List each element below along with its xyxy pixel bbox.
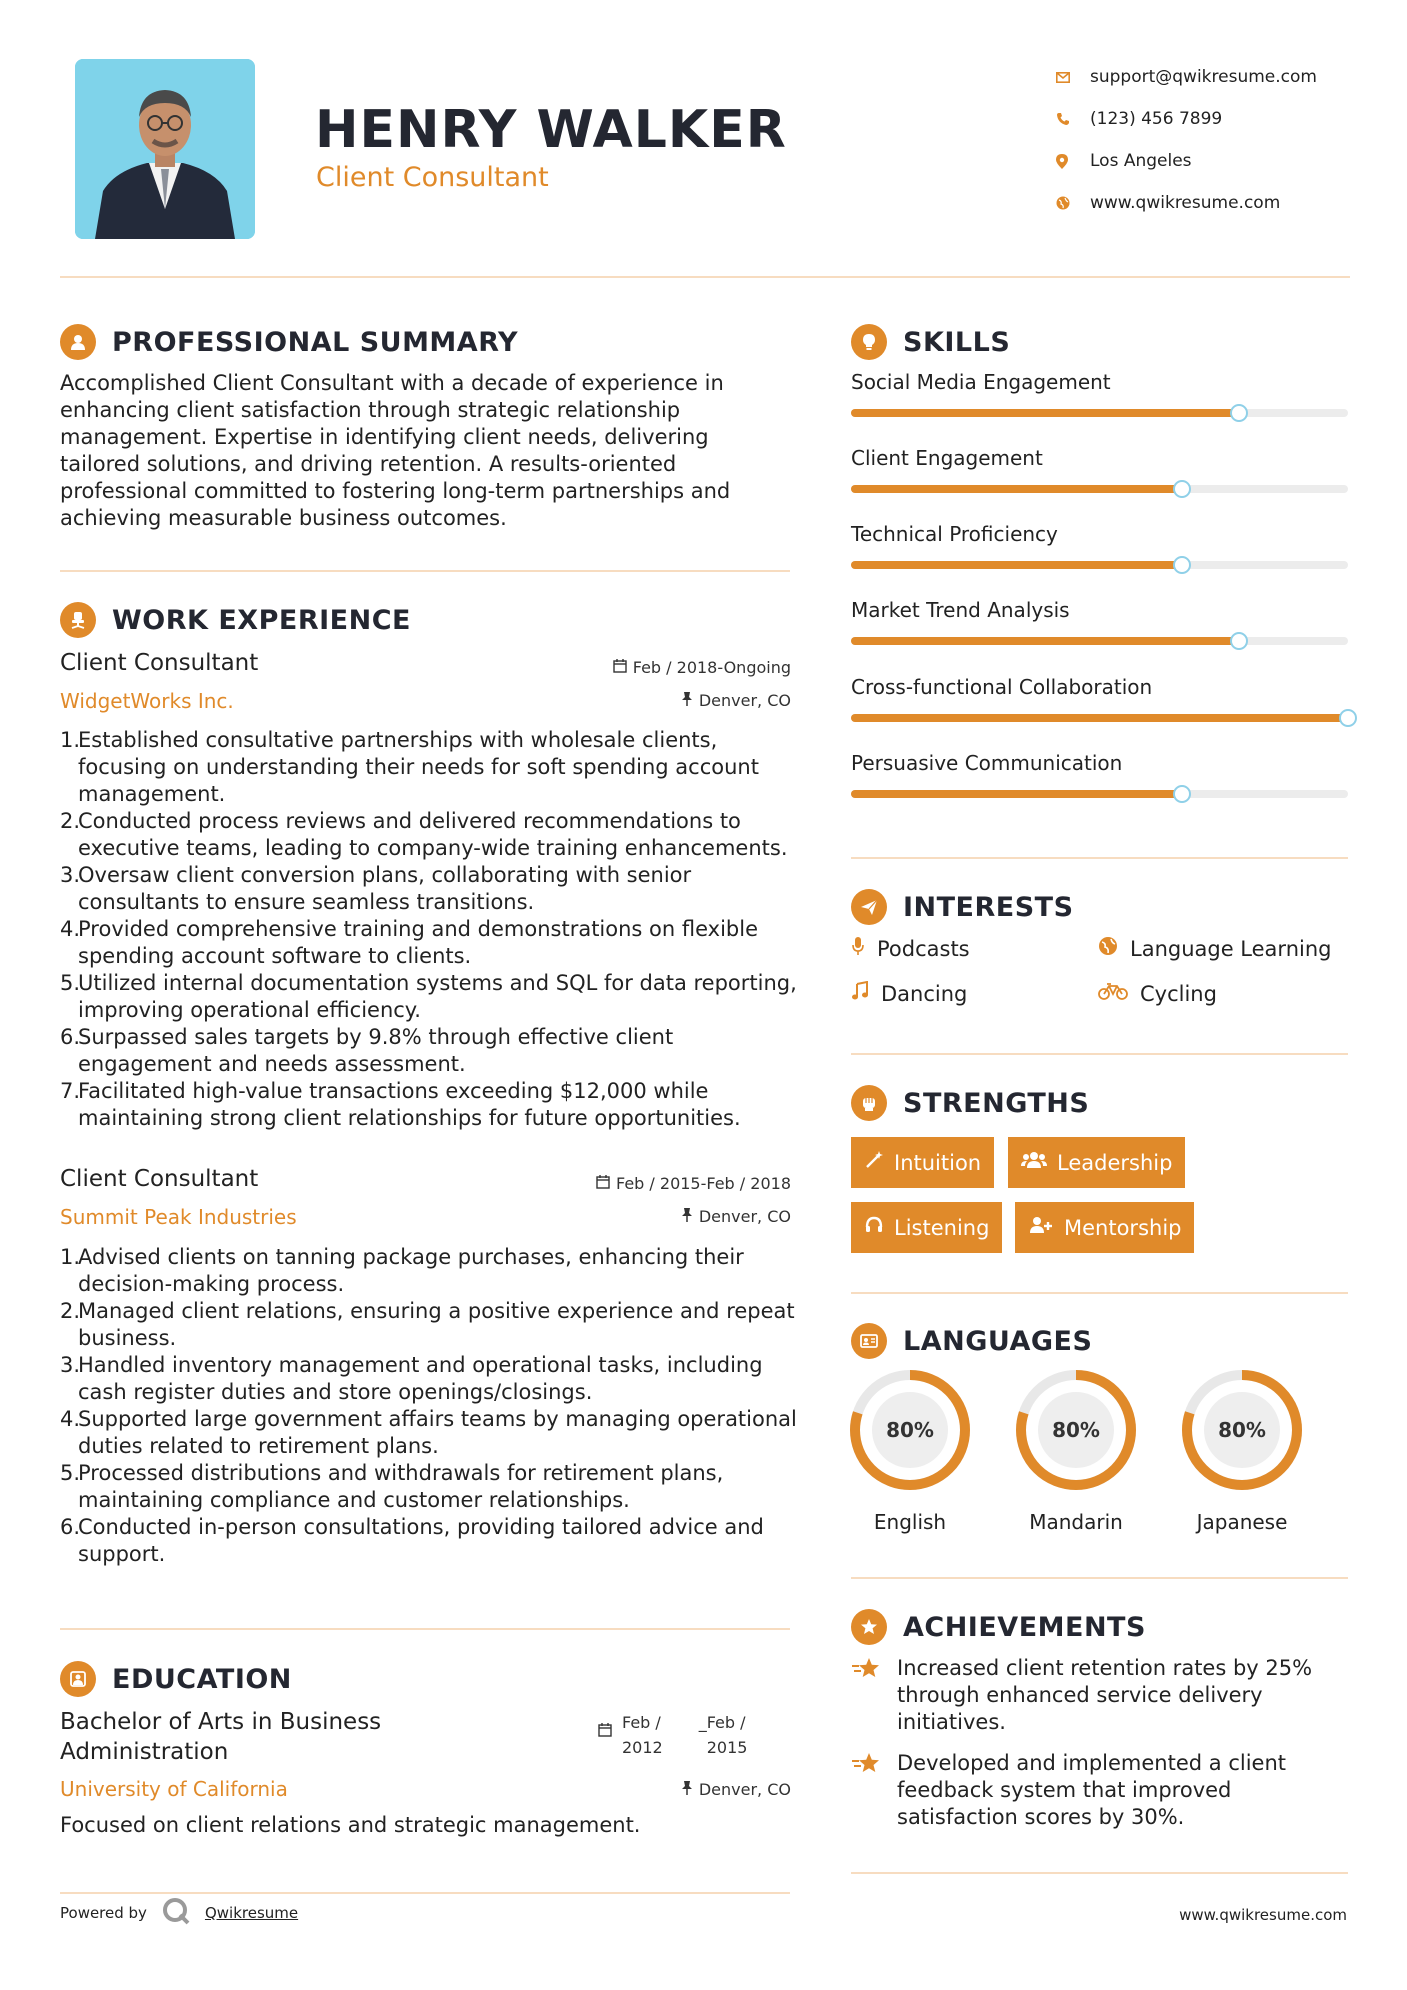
skill-name: Social Media Engagement [851,370,1111,394]
language-percent: 80% [886,1418,934,1442]
strengths-heading: STRENGTHS [851,1085,1089,1121]
skill-bar [851,790,1348,798]
section-divider [60,1892,790,1894]
phone-icon [1050,112,1090,126]
job-location: Denver, CO [681,691,791,710]
job-company: WidgetWorks Inc. [60,689,234,713]
interests-heading: INTERESTS [851,889,1074,925]
calendar-icon [613,658,627,677]
qwikresume-link[interactable]: Qwikresume [204,1904,299,1922]
list-item: 2. Conducted process reviews and delivered recommendations to executive teams, leading to company-wide training enhancements. [60,809,788,860]
star-icon [851,1750,897,1831]
list-item: 3. Oversaw client conversion plans, collaborating with senior consultants to ensure seamless transitions. [60,863,692,914]
skill-name: Persuasive Communication [851,751,1123,775]
pushpin-icon [681,1207,693,1226]
skill-bar-fill [851,637,1239,645]
education-dates: Feb / 2012 _Feb / 2015 [598,1710,747,1760]
list-item: 7. Facilitated high-value transactions exceeding $12,000 while maintaining strong client relationships for future opportunities. [60,1079,741,1130]
skill-bar-fill [851,485,1182,493]
job-date: Feb / 2018-Ongoing [613,658,791,677]
skill-bar [851,409,1348,417]
section-divider [851,1577,1348,1579]
microphone-icon [851,936,865,961]
job-location: Denver, CO [681,1207,791,1226]
skill-bar [851,714,1348,722]
summary-text: Accomplished Client Consultant with a decade of experience in enhancing client satisfaction through strategic relationship management. Expertise in identifying client needs, delivering tailored solutions, and driving retention. A results-oriented professional committed to fostering long-term partnerships and achieving measurable business outcomes. [60,371,731,530]
job-date: Feb / 2015-Feb / 2018 [596,1174,791,1193]
list-item: 5. Processed distributions and withdrawals for retirement plans, maintaining compliance and customer relationships. [60,1461,724,1512]
skill-bar-knob [1173,480,1191,498]
list-item: 1. Advised clients on tanning package purchases, enhancing their decision-making process. [60,1245,744,1296]
language-name: Mandarin [1029,1510,1123,1534]
strength-tag: Leadership [1008,1137,1185,1188]
job-company: Summit Peak Industries [60,1205,297,1229]
location-pin-icon [1050,154,1090,169]
list-item: 1. Established consultative partnerships with wholesale clients, focusing on understanding their needs for soft spending account management. [60,728,759,806]
list-item: 4. Supported large government affairs teams by managing operational duties related to retirement plans. [60,1407,797,1458]
candidate-role: Client Consultant [316,162,549,193]
section-divider [60,1628,790,1630]
list-item: 3. Handled inventory management and operational tasks, including cash register duties and store openings/closings. [60,1353,763,1404]
section-divider [851,1292,1348,1294]
summary-heading: PROFESSIONAL SUMMARY [60,324,518,360]
list-item: 5. Utilized internal documentation systems and SQL for data reporting, improving operational efficiency. [60,971,797,1022]
work-heading: WORK EXPERIENCE [60,602,411,638]
pushpin-icon [681,1780,693,1799]
section-divider [851,1872,1348,1874]
skill-bar-knob [1173,556,1191,574]
skill-bar-fill [851,790,1182,798]
strength-tag: Intuition [851,1137,994,1188]
skill-bar-knob [1230,632,1248,650]
office-chair-icon [60,602,96,638]
section-divider [851,1053,1348,1055]
skill-bar-knob [1339,709,1357,727]
interest-item: Dancing [851,981,967,1006]
graduate-icon [60,1661,96,1697]
users-icon [1021,1150,1047,1175]
envelope-icon [1050,72,1090,83]
user-icon [60,324,96,360]
contact-email[interactable]: support@qwikresume.com [1050,56,1380,98]
globe-icon [1050,196,1090,210]
music-note-icon [851,981,869,1006]
language-item [848,1368,972,1534]
list-item: 2. Managed client relations, ensuring a positive experience and repeat business. [60,1299,795,1350]
language-percent: 80% [1052,1418,1100,1442]
lightbulb-icon [851,324,887,360]
skill-bar [851,561,1348,569]
skill-name: Cross-functional Collaboration [851,675,1153,699]
skill-item [851,446,1351,493]
contact-website[interactable]: www.qwikresume.com [1050,182,1380,224]
skill-bar-knob [1173,785,1191,803]
skill-bar [851,637,1348,645]
education-heading: EDUCATION [60,1661,292,1697]
job-title: Client Consultant [60,1166,259,1192]
language-item [1014,1368,1138,1534]
skill-item [851,522,1351,569]
education-description: Focused on client relations and strategic management. [60,1813,641,1837]
job-duties-list [60,1244,800,1568]
id-card-icon [851,1323,887,1359]
paper-plane-icon [851,889,887,925]
skill-item [851,598,1351,645]
star-icon [851,1655,897,1736]
job-duties-list [60,727,800,1132]
interest-item: Podcasts [851,936,970,961]
footer-website-link[interactable]: www.qwikresume.com [1179,1906,1347,1924]
contact-location: Los Angeles [1050,140,1380,182]
section-divider [60,570,790,572]
language-item [1180,1368,1304,1534]
job-title: Client Consultant [60,650,259,676]
education-location: Denver, CO [681,1780,791,1799]
skill-name: Technical Proficiency [851,522,1058,546]
language-name: English [873,1510,947,1534]
magic-wand-icon [864,1150,884,1175]
bicycle-icon [1098,981,1128,1006]
language-percent: 80% [1218,1418,1266,1442]
qwikresume-logo-icon [161,1896,191,1930]
school-name: University of California [60,1777,288,1801]
globe-icon [1098,936,1118,961]
footer-powered-by: Powered by Qwikresume [60,1896,298,1930]
skill-bar-fill [851,561,1182,569]
skill-bar-fill [851,714,1348,722]
skill-name: Client Engagement [851,446,1043,470]
strength-tag: Mentorship [1015,1202,1194,1253]
star-badge-icon [851,1609,887,1645]
contact-phone[interactable]: (123) 456 7899 [1050,98,1380,140]
calendar-icon [596,1174,610,1193]
skill-item [851,751,1351,798]
interest-item: Language Learning [1098,936,1331,961]
pushpin-icon [681,691,693,710]
section-divider [851,857,1348,859]
header-divider [60,276,1350,278]
skill-item [851,675,1351,722]
language-name: Japanese [1196,1510,1288,1534]
calendar-icon [598,1710,612,1741]
skill-bar [851,485,1348,493]
achievements-heading: ACHIEVEMENTS [851,1609,1146,1645]
language-ring [848,1368,972,1492]
user-plus-icon [1028,1215,1054,1240]
languages-heading: LANGUAGES [851,1323,1092,1359]
contact-list [1050,56,1380,224]
skill-bar-fill [851,409,1239,417]
skill-item [851,370,1351,417]
headphones-icon [864,1215,884,1240]
skill-bar-knob [1230,404,1248,422]
interest-item: Cycling [1098,981,1217,1006]
language-ring [1180,1368,1304,1492]
candidate-name: HENRY WALKER [315,100,787,160]
list-item: 4. Provided comprehensive training and demonstrations on flexible spending account software to clients. [60,917,758,968]
profile-photo [75,59,255,239]
fist-icon [851,1085,887,1121]
degree-title: Bachelor of Arts in Business Administration [60,1709,382,1765]
list-item: 6. Surpassed sales targets by 9.8% through effective client engagement and needs assessment. [60,1025,674,1076]
skill-name: Market Trend Analysis [851,598,1070,622]
list-item: 6. Conducted in-person consultations, providing tailored advice and support. [60,1515,764,1566]
strength-tag: Listening [851,1202,1002,1253]
achievement-item: Developed and implemented a client feedback system that improved satisfaction scores by 30%. [851,1750,1351,1831]
achievement-item: Increased client retention rates by 25% through enhanced service delivery initiatives. [851,1655,1351,1736]
skills-heading: SKILLS [851,324,1010,360]
language-ring [1014,1368,1138,1492]
